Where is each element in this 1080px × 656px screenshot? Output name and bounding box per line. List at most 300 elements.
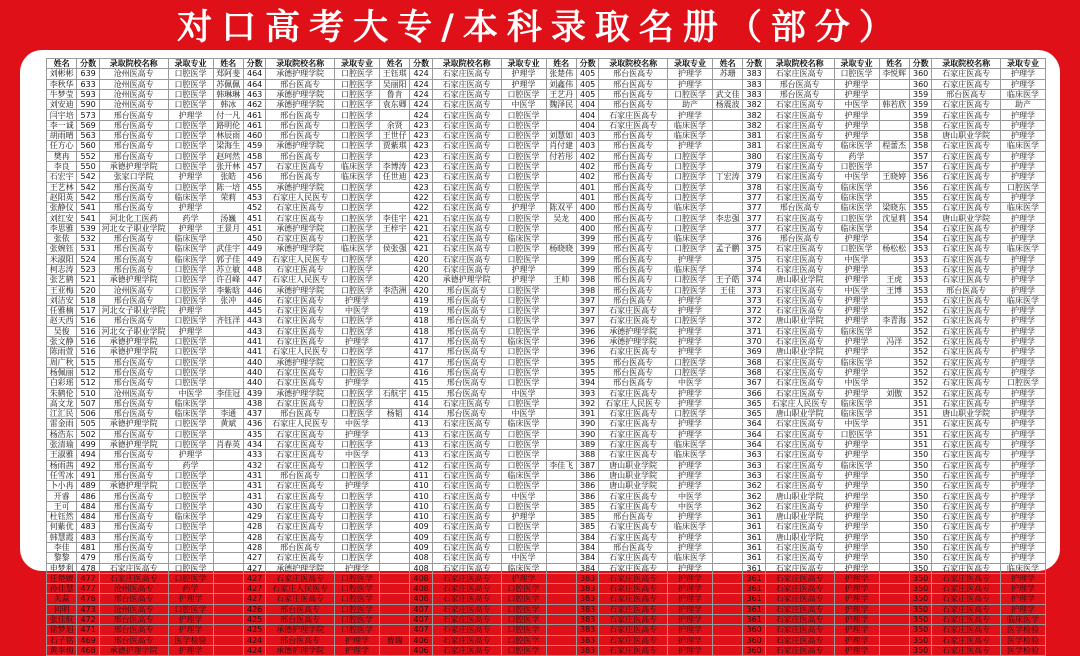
student-name: [879, 378, 909, 388]
table-row: [47, 491, 1046, 501]
major: 护理学: [834, 625, 879, 635]
score: 427: [243, 553, 266, 563]
school-name: 石家庄医高专: [599, 563, 668, 573]
score: 350: [909, 491, 932, 501]
school-name: 石家庄医高专: [266, 429, 335, 439]
student-name: 肖付建: [546, 141, 576, 151]
score: 443: [243, 316, 266, 326]
score: 401: [576, 182, 599, 192]
table-row: [47, 192, 1046, 202]
student-name: [380, 542, 410, 552]
school-name: 石家庄医高专: [765, 470, 834, 480]
school-name: 石家庄医高专: [599, 450, 668, 460]
student-name: 杨晓晓: [546, 244, 576, 254]
school-name: 邢台医高专: [765, 79, 834, 89]
student-name: [380, 625, 410, 635]
score: 396: [576, 326, 599, 336]
school-name: 邢台医高专: [99, 141, 168, 151]
school-name: 石家庄医高专: [432, 450, 501, 460]
student-name: [380, 398, 410, 408]
school-name: 承德护理学院: [266, 388, 335, 398]
school-name: 石家庄医高专: [266, 522, 335, 532]
major: 护理学: [1001, 337, 1046, 347]
score: 358: [909, 141, 932, 151]
student-name: [713, 131, 743, 141]
student-name: [713, 398, 743, 408]
school-name: 邢台医高专: [266, 409, 335, 419]
school-name: 邢台医高专: [99, 110, 168, 120]
student-name: [713, 419, 743, 429]
student-name: [546, 367, 576, 377]
school-name: 沧州医高专: [99, 285, 168, 295]
student-name: [546, 347, 576, 357]
student-name: 李博涛: [380, 161, 410, 171]
school-name: 邢台医高专: [99, 234, 168, 244]
major: 口腔医学: [168, 264, 213, 274]
score: 449: [243, 244, 266, 254]
score: 373: [743, 285, 766, 295]
score: 408: [410, 573, 433, 583]
score: 417: [410, 347, 433, 357]
score: 397: [576, 295, 599, 305]
major: 护理学: [1001, 326, 1046, 336]
major: 口腔医学: [335, 501, 380, 511]
major: 临床医学: [1001, 615, 1046, 625]
student-name: [713, 439, 743, 449]
score: 491: [77, 470, 100, 480]
student-name: [713, 151, 743, 161]
score: 407: [410, 615, 433, 625]
school-name: 承德护理学院: [99, 419, 168, 429]
major: 护理学: [834, 563, 879, 573]
major: 口腔医学: [335, 264, 380, 274]
table-row: [47, 563, 1046, 573]
major: 护理学: [834, 295, 879, 305]
score: 409: [410, 532, 433, 542]
score: 484: [77, 501, 100, 511]
score: 417: [410, 357, 433, 367]
score: 437: [243, 409, 266, 419]
student-name: [546, 306, 576, 316]
student-name: 王虎: [879, 275, 909, 285]
score: 368: [743, 357, 766, 367]
major: 护理学: [834, 481, 879, 491]
school-name: 沧州医高专: [99, 604, 168, 614]
major: 护理学: [1001, 491, 1046, 501]
student-name: [213, 584, 243, 594]
student-name: [546, 532, 576, 542]
major: 护理学: [1001, 213, 1046, 223]
school-name: 邢台医高专: [599, 295, 668, 305]
major: 口腔医学: [501, 450, 546, 460]
score: 541: [77, 203, 100, 213]
school-name: 石家庄医高专: [432, 532, 501, 542]
major: 口腔医学: [168, 439, 213, 449]
score: 507: [77, 398, 100, 408]
score: 362: [743, 481, 766, 491]
student-name: 袁东卿: [380, 100, 410, 110]
student-name: [879, 234, 909, 244]
student-name: [713, 491, 743, 501]
score: 451: [243, 223, 266, 233]
major: 临床医学: [668, 131, 713, 141]
school-name: 石家庄医高专: [932, 326, 1001, 336]
score: 523: [77, 264, 100, 274]
score: 410: [410, 481, 433, 491]
major: 护理学: [668, 326, 713, 336]
major: 临床医学: [168, 409, 213, 419]
score: 395: [576, 357, 599, 367]
school-name: 石家庄医高专: [765, 542, 834, 552]
major: 护理学: [834, 388, 879, 398]
school-name: 石家庄医高专: [932, 357, 1001, 367]
school-name: 邢台医高专: [266, 120, 335, 130]
score: 363: [743, 450, 766, 460]
student-name: 王亚梅: [47, 285, 77, 295]
school-name: 石家庄医高专: [932, 625, 1001, 635]
major: 口腔医学: [335, 223, 380, 233]
major: 护理学: [1001, 604, 1046, 614]
school-name: 石家庄人民医专: [266, 254, 335, 264]
student-name: [879, 110, 909, 120]
student-name: [546, 120, 576, 130]
major: 中医学: [668, 501, 713, 511]
score: 350: [909, 481, 932, 491]
student-name: [546, 161, 576, 171]
school-name: 石家庄医高专: [765, 357, 834, 367]
major: 口腔医学: [168, 491, 213, 501]
student-name: [879, 89, 909, 99]
student-name: [546, 409, 576, 419]
school-name: 承德护理学院: [266, 141, 335, 151]
school-name: 石家庄医高专: [765, 429, 834, 439]
score: 541: [77, 213, 100, 223]
major: 护理学: [1001, 481, 1046, 491]
major: 口腔医学: [168, 295, 213, 305]
student-name: [879, 604, 909, 614]
score: 424: [410, 110, 433, 120]
student-name: [380, 594, 410, 604]
student-name: [380, 481, 410, 491]
header-major: 录取专业: [668, 59, 713, 69]
major: 口腔医学: [335, 573, 380, 583]
major: 护理学: [668, 141, 713, 151]
school-name: 石家庄医高专: [932, 120, 1001, 130]
major: 口腔医学: [1001, 182, 1046, 192]
student-name: 冯洋: [879, 337, 909, 347]
score: 372: [743, 306, 766, 316]
student-name: [213, 378, 243, 388]
student-name: 王佳: [713, 285, 743, 295]
score: 377: [743, 223, 766, 233]
score: 358: [909, 131, 932, 141]
major: 护理学: [668, 604, 713, 614]
school-name: 邢台医高专: [99, 512, 168, 522]
score: 384: [576, 532, 599, 542]
school-name: 石家庄医高专: [932, 398, 1001, 408]
student-name: [546, 491, 576, 501]
student-name: [713, 542, 743, 552]
major: 中医学: [501, 100, 546, 110]
student-name: [213, 594, 243, 604]
major: 临床医学: [335, 244, 380, 254]
student-name: [380, 491, 410, 501]
score: 446: [243, 285, 266, 295]
score: 451: [243, 213, 266, 223]
score: 518: [77, 295, 100, 305]
school-name: 石家庄医高专: [99, 563, 168, 573]
header-name: 姓名: [713, 59, 743, 69]
school-name: 邢台医高专: [99, 357, 168, 367]
score: 379: [743, 172, 766, 182]
score: 388: [576, 450, 599, 460]
student-name: [713, 388, 743, 398]
score: 423: [410, 131, 433, 141]
score: 445: [243, 306, 266, 316]
major: 口腔医学: [501, 367, 546, 377]
school-name: 承德护理学院: [599, 337, 668, 347]
major: 护理学: [834, 501, 879, 511]
student-name: 梁海生: [213, 141, 243, 151]
student-name: 魏泽民: [546, 100, 576, 110]
header-major: 录取专业: [168, 59, 213, 69]
school-name: 邢台医高专: [99, 295, 168, 305]
school-name: 石家庄医高专: [932, 615, 1001, 625]
score: 364: [743, 439, 766, 449]
school-name: 邢台医高专: [599, 512, 668, 522]
school-name: 邢台医高专: [599, 172, 668, 182]
school-name: 邢台医高专: [432, 316, 501, 326]
student-name: 黄李梅: [47, 645, 77, 655]
school-name: 邢台医高专: [765, 89, 834, 99]
table-row: [47, 100, 1046, 110]
major: 临床医学: [168, 192, 213, 202]
student-name: 苏立敏: [213, 264, 243, 274]
score: 375: [743, 254, 766, 264]
school-name: 邢台医高专: [932, 285, 1001, 295]
student-name: [380, 378, 410, 388]
school-name: 石家庄医高专: [765, 326, 834, 336]
major: 中医学: [168, 388, 213, 398]
school-name: 石家庄医高专: [932, 378, 1001, 388]
student-name: [879, 295, 909, 305]
school-name: 邢台医高专: [599, 264, 668, 274]
major: 护理学: [1001, 367, 1046, 377]
student-name: [879, 264, 909, 274]
major: 护理学: [834, 615, 879, 625]
major: 口腔医学: [335, 460, 380, 470]
score: 400: [576, 223, 599, 233]
school-name: 石家庄医高专: [266, 264, 335, 274]
score: 360: [743, 635, 766, 645]
school-name: 石家庄医高专: [432, 625, 501, 635]
student-name: [879, 542, 909, 552]
student-name: [380, 264, 410, 274]
student-name: [546, 439, 576, 449]
score: 359: [909, 89, 932, 99]
school-name: 石家庄医高专: [932, 79, 1001, 89]
score: 423: [410, 161, 433, 171]
score: 352: [909, 337, 932, 347]
score: 360: [743, 625, 766, 635]
student-name: [879, 501, 909, 511]
major: 口腔医学: [501, 522, 546, 532]
student-name: [380, 501, 410, 511]
school-name: 邢台医高专: [99, 491, 168, 501]
score: 361: [743, 563, 766, 573]
school-name: 石家庄医高专: [599, 409, 668, 419]
score: 400: [576, 213, 599, 223]
score: 425: [243, 615, 266, 625]
score: 419: [410, 306, 433, 316]
major: 护理学: [1001, 275, 1046, 285]
major: 口腔医学: [501, 151, 546, 161]
score: 353: [909, 254, 932, 264]
student-name: [546, 584, 576, 594]
score: 414: [410, 398, 433, 408]
school-name: 石家庄医高专: [932, 429, 1001, 439]
major: 口腔医学: [335, 542, 380, 552]
student-name: 吴龙: [546, 213, 576, 223]
student-name: 吴俊: [47, 326, 77, 336]
score: 359: [909, 110, 932, 120]
student-name: [713, 141, 743, 151]
major: 口腔医学: [501, 357, 546, 367]
major: 护理学: [668, 594, 713, 604]
table-row: [47, 512, 1046, 522]
student-name: [380, 326, 410, 336]
major: 护理学: [1001, 172, 1046, 182]
major: 医学检验: [1001, 635, 1046, 645]
student-name: [380, 615, 410, 625]
major: 口腔医学: [501, 295, 546, 305]
score: 573: [77, 110, 100, 120]
major: 临床医学: [501, 563, 546, 573]
score: 424: [243, 645, 266, 655]
student-name: [213, 234, 243, 244]
school-name: 石家庄医高专: [432, 89, 501, 99]
major: 护理学: [668, 635, 713, 645]
student-name: 王梓宇: [380, 223, 410, 233]
school-name: 石家庄医高专: [266, 594, 335, 604]
student-name: 任雪冰: [47, 470, 77, 480]
table-row: [47, 573, 1046, 583]
table-row: [47, 625, 1046, 635]
school-name: 石家庄医高专: [932, 316, 1001, 326]
major: 口腔医学: [335, 141, 380, 151]
score: 516: [77, 316, 100, 326]
major: 临床医学: [168, 398, 213, 408]
student-name: 李佳: [47, 542, 77, 552]
table-row: [47, 470, 1046, 480]
student-name: [879, 79, 909, 89]
student-name: [213, 604, 243, 614]
school-name: 承德护理学院: [266, 625, 335, 635]
score: 350: [909, 542, 932, 552]
school-name: 石家庄医高专: [99, 573, 168, 583]
table-row: [47, 615, 1046, 625]
school-name: 邢台医高专: [99, 553, 168, 563]
score: 352: [909, 316, 932, 326]
score: 552: [77, 151, 100, 161]
school-name: 邢台医高专: [432, 337, 501, 347]
student-name: [713, 79, 743, 89]
student-name: [213, 367, 243, 377]
major: 中医学: [834, 254, 879, 264]
table-row: [47, 378, 1046, 388]
school-name: 石家庄医高专: [932, 141, 1001, 151]
table-row: [47, 604, 1046, 614]
header-school: 录取院校名称: [599, 59, 668, 69]
major: 中医学: [335, 306, 380, 316]
score: 517: [77, 306, 100, 316]
student-name: 许召峰: [213, 275, 243, 285]
student-name: [380, 110, 410, 120]
school-name: 邢台医高专: [266, 470, 335, 480]
student-name: [546, 512, 576, 522]
school-name: 唐山职业学院: [932, 409, 1001, 419]
major: 护理学: [668, 337, 713, 347]
major: 口腔医学: [335, 367, 380, 377]
school-name: 邢台医高专: [266, 635, 335, 645]
student-name: 刘傲: [879, 388, 909, 398]
school-name: 唐山职业学院: [765, 316, 834, 326]
score: 590: [77, 100, 100, 110]
student-name: 雷金雨: [47, 419, 77, 429]
school-name: 邢台医高专: [432, 285, 501, 295]
school-name: 承德护理学院: [266, 182, 335, 192]
major: 口腔医学: [168, 120, 213, 130]
score: 434: [243, 439, 266, 449]
student-name: [213, 542, 243, 552]
student-name: 李浩洲: [380, 285, 410, 295]
major: 口腔医学: [668, 316, 713, 326]
school-name: 承德护理学院: [99, 347, 168, 357]
school-name: 石家庄医高专: [765, 378, 834, 388]
student-name: 侯张强: [380, 244, 410, 254]
student-name: [879, 491, 909, 501]
school-name: 石家庄医高专: [599, 532, 668, 542]
score: 516: [77, 326, 100, 336]
major: 护理学: [1001, 192, 1046, 202]
major: 口腔医学: [168, 131, 213, 141]
student-name: [713, 306, 743, 316]
school-name: 邢台医高专: [99, 151, 168, 161]
school-name: 石家庄医高专: [266, 295, 335, 305]
school-name: 承德护理学院: [99, 439, 168, 449]
student-name: [713, 316, 743, 326]
score: 464: [243, 79, 266, 89]
major: 口腔医学: [335, 409, 380, 419]
major: 口腔医学: [668, 192, 713, 202]
table-row: [47, 182, 1046, 192]
school-name: 石家庄医高专: [932, 594, 1001, 604]
table-row: [47, 409, 1046, 419]
school-name: 石家庄医高专: [932, 522, 1001, 532]
score: 389: [576, 439, 599, 449]
student-name: [879, 532, 909, 542]
major: 口腔医学: [168, 542, 213, 552]
student-name: [879, 429, 909, 439]
major: 口腔医学: [335, 131, 380, 141]
score: 355: [909, 192, 932, 202]
school-name: 石家庄医高专: [765, 481, 834, 491]
score: 361: [743, 604, 766, 614]
major: 口腔医学: [335, 110, 380, 120]
roster-panel: [20, 50, 1060, 655]
score: 463: [243, 89, 266, 99]
major: 口腔医学: [335, 120, 380, 130]
